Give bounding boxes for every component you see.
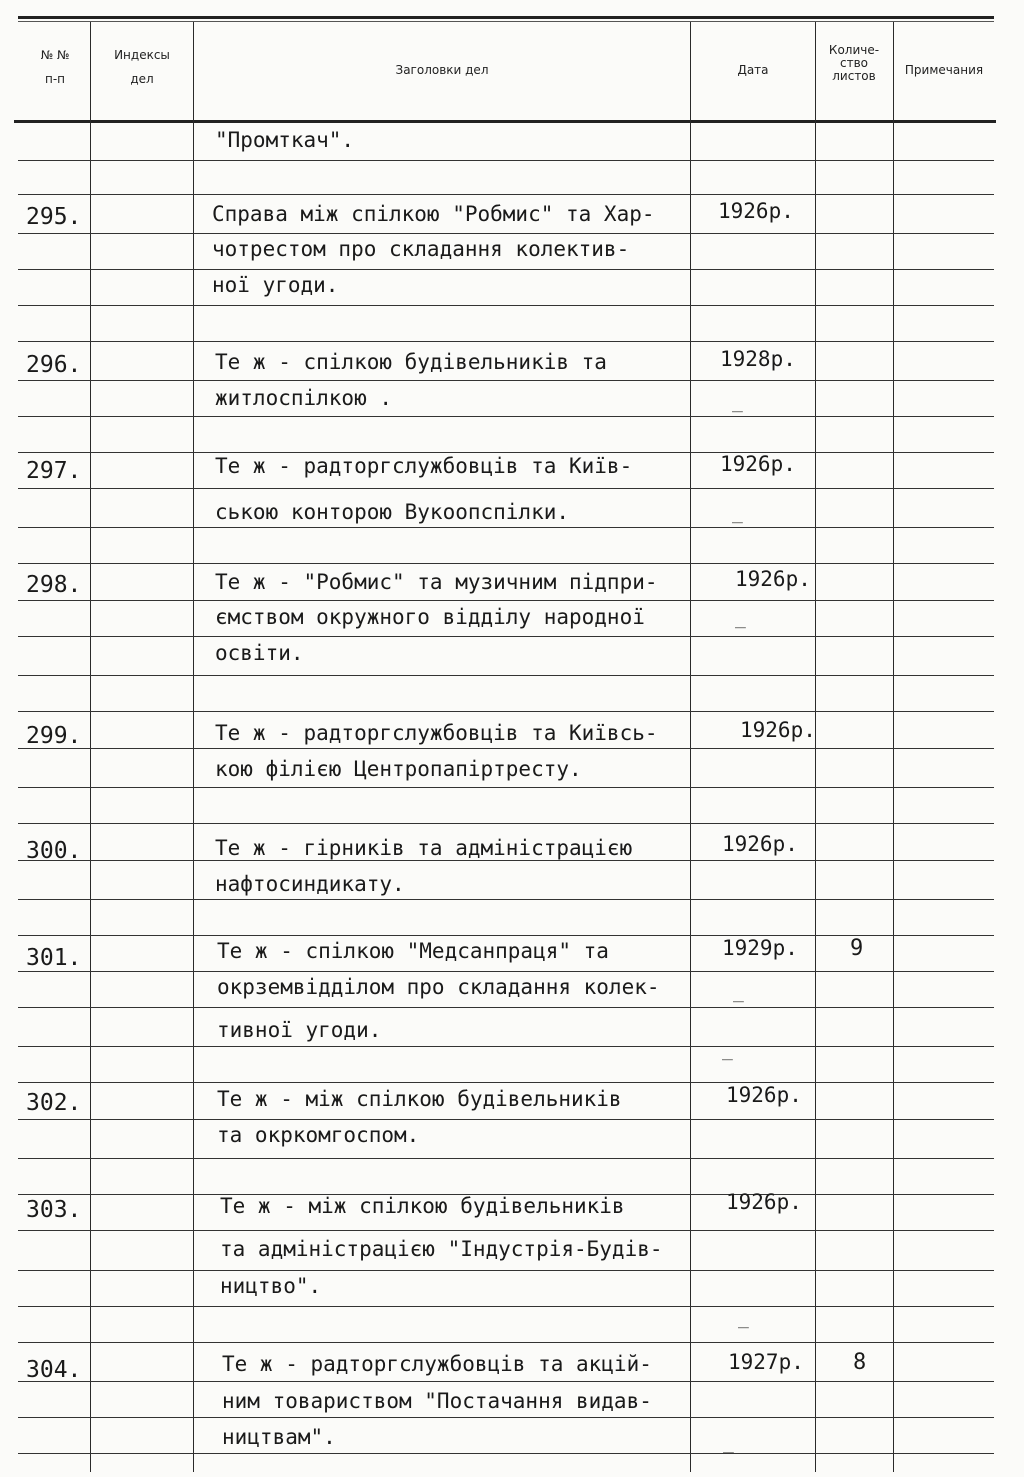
row-rule <box>18 600 994 601</box>
row-rule <box>18 1082 994 1083</box>
row-rule <box>18 935 994 936</box>
column-divider <box>815 22 816 1472</box>
row-rule <box>18 380 994 381</box>
header-number-line2: п-п <box>44 72 66 86</box>
entry-number: 295. <box>26 204 82 230</box>
row-rule <box>18 160 994 161</box>
row-rule <box>18 787 994 788</box>
row-rule <box>18 488 994 489</box>
row-rule <box>18 1230 994 1231</box>
entry-number: 298. <box>26 572 82 598</box>
entry-number: 296. <box>26 352 82 378</box>
entry-title-line: та окркомгоспом. <box>217 1123 420 1147</box>
header-count-line2: ство <box>839 56 868 70</box>
header-bottom-border <box>14 120 996 123</box>
header-date-text: Дата <box>737 63 769 77</box>
column-divider <box>893 22 894 1472</box>
entry-title-line: чотрестом про складання колектив- <box>212 237 630 261</box>
row-rule <box>18 1417 994 1418</box>
entry-title-line: Те ж - гірників та адміністрацією <box>215 836 633 860</box>
entry-title-line: Те ж - радторгслужбовців та Київсь- <box>215 721 658 745</box>
entry-title-line: ською конторою Вукоопспілки. <box>215 500 570 524</box>
entry-sheet-count: 9 <box>850 936 864 961</box>
row-rule <box>18 563 994 564</box>
row-rule <box>18 1453 994 1454</box>
entry-title-line: Те ж - радторгслужбовців та акцій- <box>222 1352 652 1376</box>
header-notes <box>894 63 994 77</box>
header-count-line3: листов <box>832 69 876 83</box>
entry-number: 304. <box>26 1357 82 1383</box>
dash-mark: _ <box>732 503 743 524</box>
top-border-thin <box>18 21 994 22</box>
row-rule <box>18 416 994 417</box>
entry-date: 1926р. <box>726 1190 802 1214</box>
row-rule <box>18 823 994 824</box>
row-rule <box>18 899 994 900</box>
entry-date: 1928р. <box>720 347 796 371</box>
row-rule <box>18 194 994 195</box>
entry-number: 303. <box>26 1197 82 1223</box>
entry-date: 1927р. <box>728 1350 804 1374</box>
row-rule <box>18 748 994 749</box>
entry-number: 301. <box>26 945 82 971</box>
entry-date: 1926р. <box>722 832 798 856</box>
entry-title-line: Те ж - радторгслужбовців та Київ- <box>215 454 633 478</box>
top-border <box>18 16 994 19</box>
row-rule <box>18 1007 994 1008</box>
header-count <box>815 44 893 83</box>
entry-title-line: ним товариством "Постачання видав- <box>222 1389 652 1413</box>
header-date <box>692 63 814 77</box>
carryover-text: "Промткач". <box>215 128 355 152</box>
dash-mark: _ <box>732 392 743 413</box>
column-divider <box>690 22 691 1472</box>
entry-date: 1926р. <box>726 1083 802 1107</box>
row-rule <box>18 233 994 234</box>
dash-mark: _ <box>735 608 746 629</box>
entry-title-line: та адміністрацією "Індустрія-Будів- <box>220 1237 663 1261</box>
entry-title-line: окрземвідділом про складання колек- <box>217 975 660 999</box>
row-rule <box>18 305 994 306</box>
entry-number: 297. <box>26 458 82 484</box>
entry-number: 299. <box>26 723 82 749</box>
entry-title-line: кою філією Центропапіртресту. <box>215 757 582 781</box>
entry-date: 1929р. <box>722 936 798 960</box>
entry-date: 1926р. <box>735 567 811 591</box>
row-rule <box>18 527 994 528</box>
entry-date: 1926р. <box>740 718 816 742</box>
row-rule <box>18 971 994 972</box>
entry-date: 1926р. <box>720 452 796 476</box>
header-count-line1: Количе- <box>828 43 880 57</box>
column-divider <box>193 22 194 1472</box>
entry-title-line: нафтосиндикату. <box>215 872 405 896</box>
header-index-line1: Индексы <box>114 48 170 62</box>
row-rule <box>18 860 994 861</box>
row-rule <box>18 1119 994 1120</box>
entry-title-line: Справа між спілкою "Робмис" та Хар- <box>212 202 655 226</box>
column-divider <box>90 22 91 1472</box>
header-index <box>92 48 192 86</box>
row-rule <box>18 1342 994 1343</box>
entry-title-line: ництво". <box>220 1274 322 1298</box>
entry-title-line: Те ж - між спілкою будівельників <box>220 1194 625 1218</box>
entry-title-line: Те ж - спілкою будівельників та <box>215 350 607 374</box>
row-rule <box>18 1270 994 1271</box>
entry-number: 300. <box>26 838 82 864</box>
entry-title-line: житлоспілкою . <box>215 386 393 410</box>
entry-sheet-count: 8 <box>853 1350 867 1375</box>
header-number <box>20 48 90 86</box>
entry-title-line: тивної угоди. <box>217 1018 382 1042</box>
entry-title-line: ної угоди. <box>212 273 339 297</box>
row-rule <box>18 341 994 342</box>
row-rule <box>18 452 994 453</box>
row-rule <box>18 1046 994 1047</box>
header-title <box>195 63 689 77</box>
row-rule <box>18 1381 994 1382</box>
entry-title-line: ництвам". <box>222 1425 336 1449</box>
row-rule <box>18 711 994 712</box>
entry-title-line: ємством окружного відділу народної <box>215 605 645 629</box>
entry-title-line: Те ж - спілкою "Медсанпраця" та <box>217 939 609 963</box>
entry-number: 302. <box>26 1090 82 1116</box>
header-title-text: Заголовки дел <box>395 63 489 77</box>
row-rule <box>18 269 994 270</box>
entry-date: 1926р. <box>718 199 794 223</box>
dash-mark: _ <box>723 1433 734 1454</box>
entry-title-line: Те ж - між спілкою будівельників <box>217 1087 622 1111</box>
header-notes-text: Примечания <box>904 63 984 77</box>
dash-mark: _ <box>733 982 744 1003</box>
row-rule <box>18 675 994 676</box>
entry-title-line: Те ж - "Робмис" та музичним підпри- <box>215 570 658 594</box>
row-rule <box>18 1158 994 1159</box>
row-rule <box>18 636 994 637</box>
row-rule <box>18 1306 994 1307</box>
dash-mark: _ <box>722 1040 733 1061</box>
dash-mark: _ <box>738 1308 749 1329</box>
header-index-line2: дел <box>130 72 154 86</box>
entry-title-line: освіти. <box>215 641 304 665</box>
header-number-line1: № № <box>40 48 70 62</box>
